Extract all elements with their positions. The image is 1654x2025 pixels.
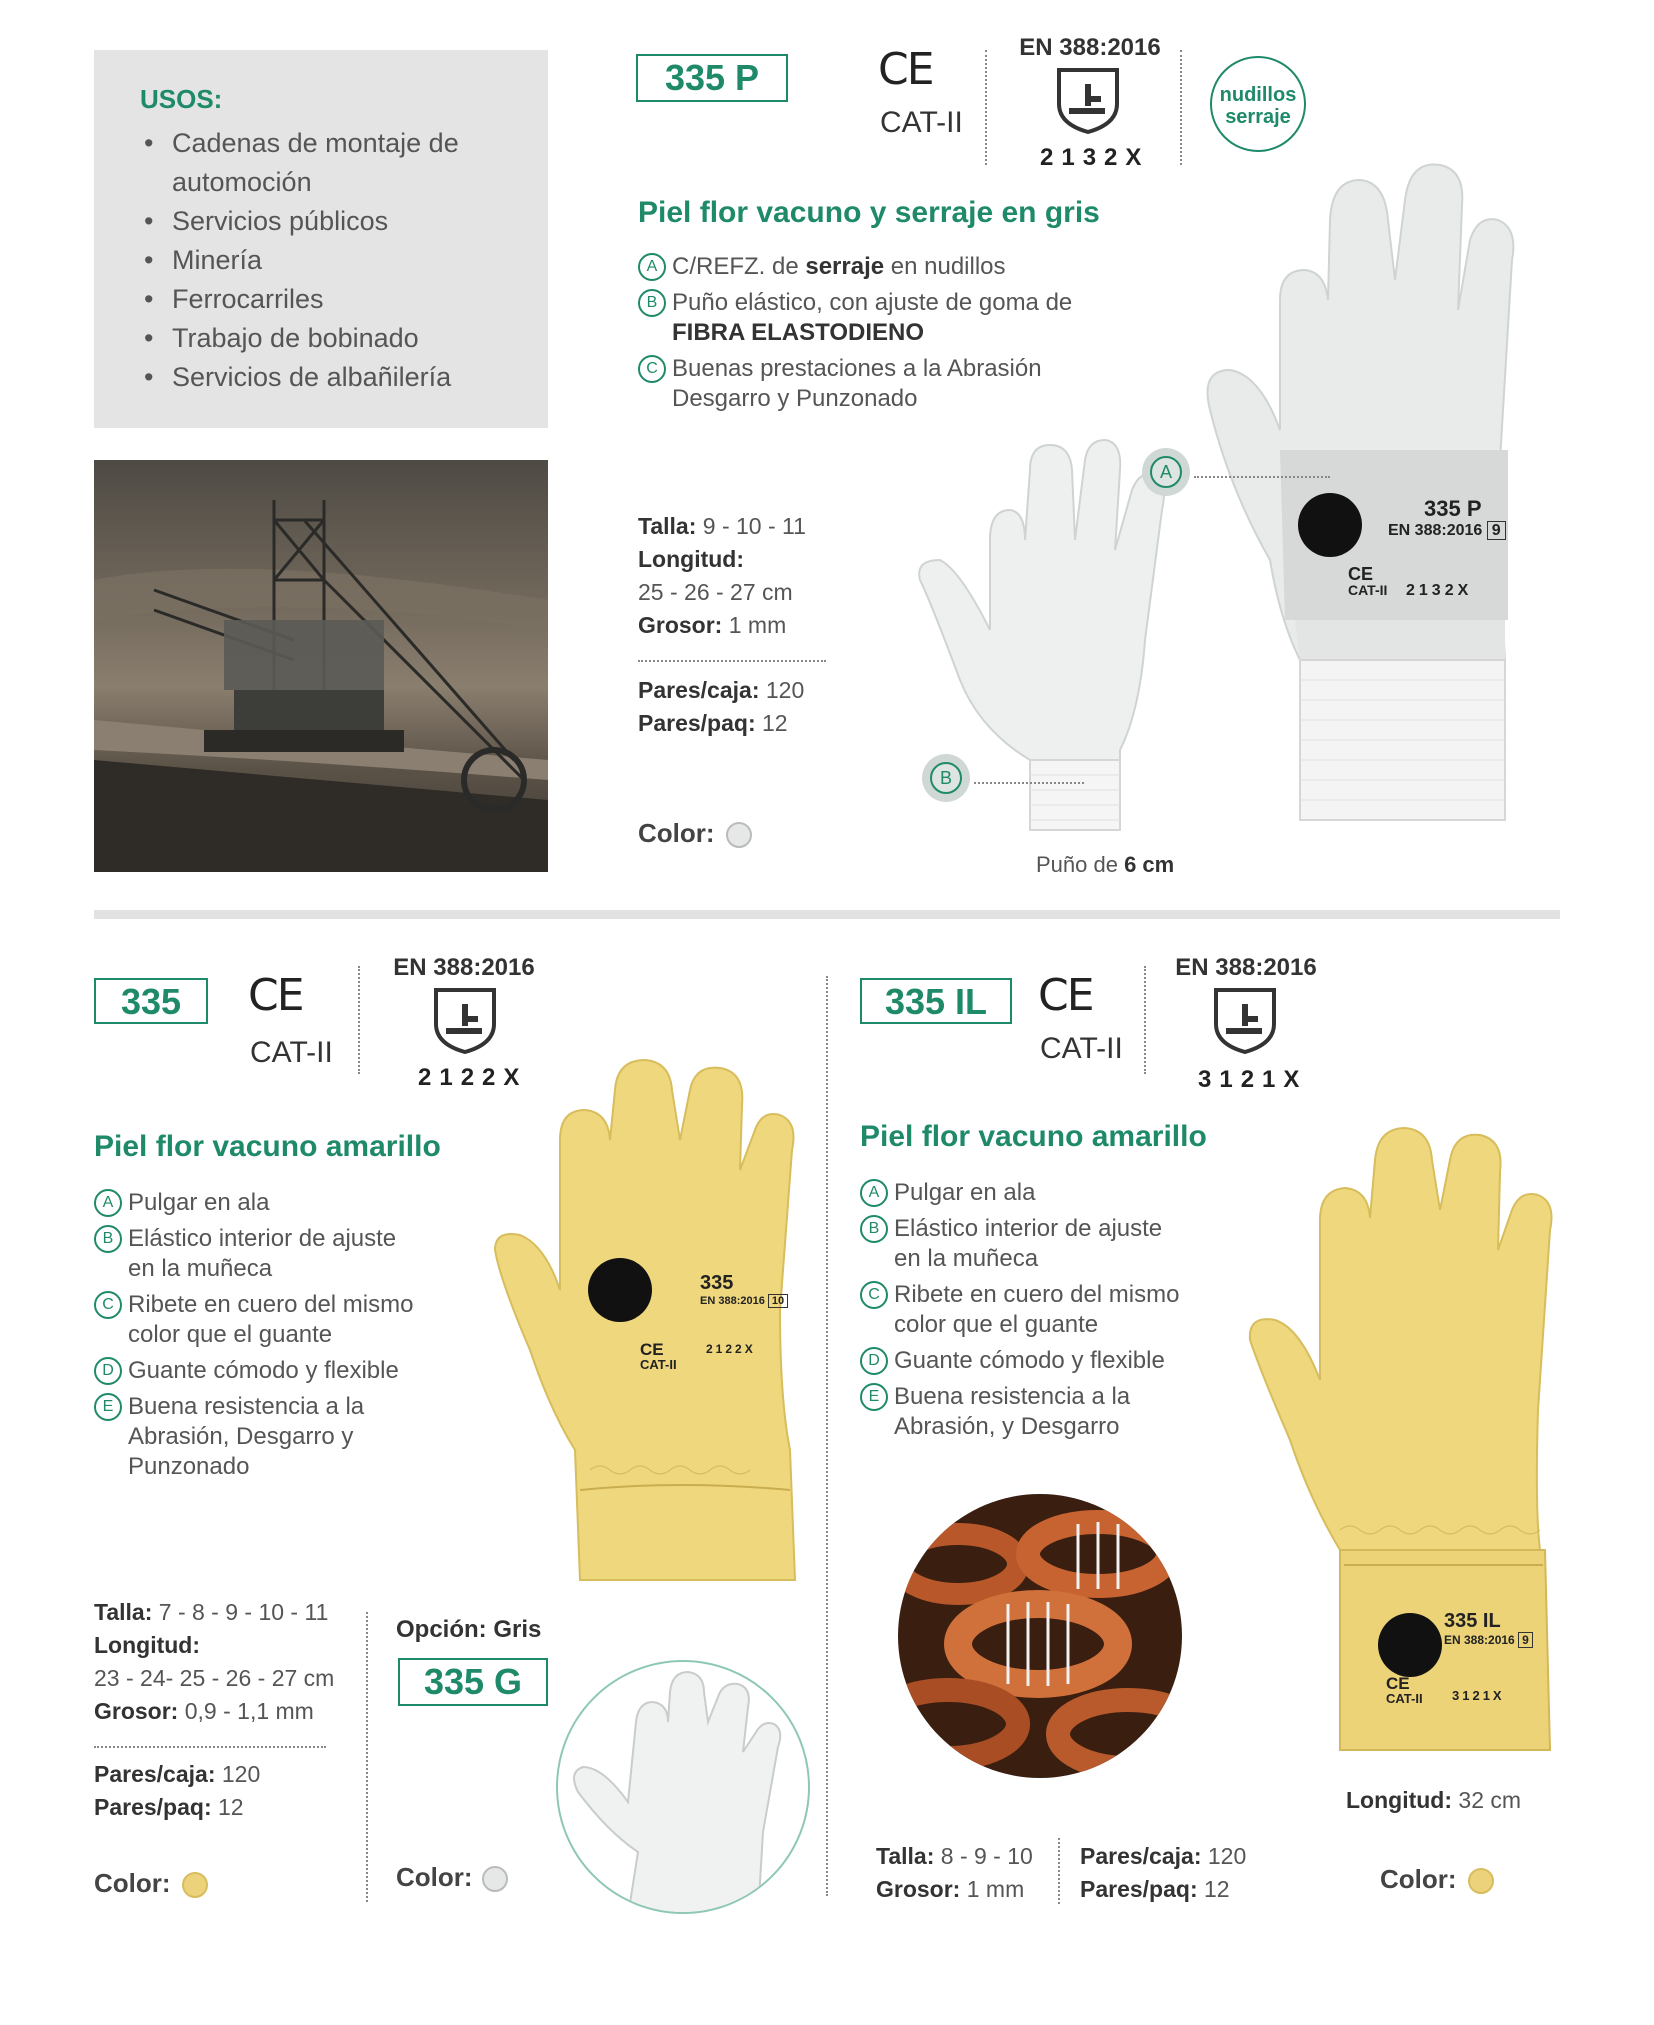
divider xyxy=(1180,50,1182,165)
divider xyxy=(94,1746,326,1748)
cat-level: CAT-II xyxy=(880,106,963,139)
usos-item: • Servicios de albañilería xyxy=(144,362,452,392)
feature-item: D Guante cómodo y flexible xyxy=(94,1356,494,1386)
feature-item: E Buena resistencia a la Abrasión, Desgarro y Punzonado xyxy=(94,1392,494,1482)
usos-item: • Ferrocarriles xyxy=(144,284,324,314)
product-title-335: Piel flor vacuno amarillo xyxy=(94,1130,441,1163)
en388-shield-icon xyxy=(1212,986,1278,1056)
product-code-335il: 335 IL xyxy=(860,978,1012,1024)
packaging-335p: Pares/caja: 120 Pares/paq: 12 xyxy=(638,677,805,736)
divider xyxy=(1058,1838,1060,1904)
glove-label-335il: 335 IL EN 388:2016 9 xyxy=(1444,1610,1533,1647)
usos-item: • Trabajo de bobinado xyxy=(144,323,419,353)
feature-list-335p xyxy=(638,252,1078,420)
packaging-335il: Pares/caja: 120 Pares/paq: 12 xyxy=(1080,1843,1247,1902)
glove-label-335il-digits: 3121X xyxy=(1452,1688,1505,1703)
usos-item: • Cadenas de montaje de automoción xyxy=(144,128,459,197)
cat-level: CAT-II xyxy=(250,1036,333,1069)
glove-label-335-ce: CE CAT-II xyxy=(640,1340,677,1372)
en-standard: EN 388:2016 xyxy=(393,954,535,981)
feature-item: C Buenas prestaciones a la Abrasión Desgarro y Punzonado xyxy=(638,354,1078,414)
product-code-335: 335 xyxy=(94,978,208,1024)
glove-label-335il-ce: CE CAT-II xyxy=(1386,1674,1423,1706)
feature-item: A Pulgar en ala xyxy=(94,1188,494,1218)
feature-item: B Elástico interior de ajuste en la muñeca xyxy=(94,1224,494,1284)
en-standard: EN 388:2016 xyxy=(1175,954,1317,981)
divider xyxy=(826,976,828,1896)
glove-yellow-335il-image xyxy=(1240,1110,1570,1760)
glove-label-335p: 335 P EN 388:2016 9 xyxy=(1388,496,1538,540)
longitud-335il: Longitud: 32 cm xyxy=(1346,1787,1522,1813)
feature-item: B Elástico interior de ajuste en la muñeca xyxy=(860,1214,1260,1274)
glove-label-335: 335 EN 388:2016 10 xyxy=(700,1272,788,1307)
ce-mark: CE xyxy=(248,970,303,1021)
puno-caption: Puño de 6 cm xyxy=(1036,852,1175,877)
specs-335il: Talla: 8 - 9 - 10 Grosor: 1 mm xyxy=(876,1843,1033,1902)
ce-mark: CE xyxy=(1038,970,1093,1021)
product-code-335p: 335 P xyxy=(636,54,788,102)
en-performance-digits: 2132X xyxy=(1040,144,1150,171)
color-swatch-grey xyxy=(482,1866,508,1892)
callout-a: A xyxy=(1142,448,1190,496)
feature-list-335 xyxy=(94,1188,494,1488)
glove-335g-image xyxy=(556,1660,810,1914)
feature-item: B Puño elástico, con ajuste de goma de FIBRA ELASTODIENO xyxy=(638,288,1078,348)
feature-item: A Pulgar en ala xyxy=(860,1178,1260,1208)
glove-label-335-digits: 2122X xyxy=(706,1342,756,1356)
color-label: Color: xyxy=(396,1862,473,1892)
product-title-335il: Piel flor vacuno amarillo xyxy=(860,1120,1207,1153)
usos-item: • Minería xyxy=(144,245,263,275)
divider xyxy=(358,966,360,1074)
color-swatch-yellow xyxy=(182,1872,208,1898)
color-swatch-yellow xyxy=(1468,1868,1494,1894)
usos-list xyxy=(144,124,524,397)
color-label: Color: xyxy=(1380,1864,1457,1894)
en388-shield-icon xyxy=(432,986,498,1056)
feature-item: E Buena resistencia a la Abrasión, y Desgarro xyxy=(860,1382,1260,1442)
callout-b: B xyxy=(922,754,970,802)
glove-label-335p-ce: CE CAT-II xyxy=(1348,564,1388,598)
nudillos-serraje-badge: nudillos serraje xyxy=(1210,56,1306,152)
glove-yellow-335-image xyxy=(490,1050,810,1590)
feature-item: D Guante cómodo y flexible xyxy=(860,1346,1260,1376)
feature-item: A C/REFZ. de serraje en nudillos xyxy=(638,252,1078,282)
product-title-335p: Piel flor vacuno y serraje en gris xyxy=(638,196,1100,229)
glove-back-335p-image xyxy=(1200,160,1560,830)
mining-excavator-photo xyxy=(94,460,548,872)
cat-level: CAT-II xyxy=(1040,1032,1123,1065)
en-performance-digits: 2122X xyxy=(418,1064,528,1091)
specs-335p: Talla: 9 - 10 - 11 Longitud: 25 - 26 - 27 cm Grosor: 1 mm xyxy=(638,513,806,638)
en388-shield-icon xyxy=(1055,66,1121,136)
usos-heading: USOS: xyxy=(140,84,223,114)
divider xyxy=(366,1612,368,1902)
divider xyxy=(985,50,987,165)
en-performance-digits: 3121X xyxy=(1198,1066,1308,1093)
section-divider xyxy=(94,910,1560,919)
feature-item: C Ribete en cuero del mismo color que el guante xyxy=(860,1280,1260,1340)
en-standard: EN 388:2016 xyxy=(1019,34,1161,61)
callout-line xyxy=(1194,476,1330,478)
divider xyxy=(638,660,826,662)
feature-item: C Ribete en cuero del mismo color que el guante xyxy=(94,1290,494,1350)
divider xyxy=(1144,966,1146,1074)
ce-mark: CE xyxy=(878,44,933,95)
feature-list-335il xyxy=(860,1178,1260,1448)
usos-panel xyxy=(94,50,548,428)
usos-item: • Servicios públicos xyxy=(144,206,389,236)
glove-label-335p-digits: 2132X xyxy=(1406,582,1473,599)
copper-coils-photo xyxy=(898,1494,1182,1778)
color-swatch-grey xyxy=(726,822,752,848)
specs-335: Talla: 7 - 8 - 9 - 10 - 11 Longitud: 23 - 24- 25 - 26 - 27 cm Grosor: 0,9 - 1,1 mm xyxy=(94,1599,335,1724)
color-label: Color: xyxy=(94,1868,171,1898)
packaging-335: Pares/caja: 120 Pares/paq: 12 xyxy=(94,1761,261,1820)
callout-line xyxy=(974,782,1084,784)
product-code-335g: 335 G xyxy=(398,1658,548,1706)
color-label: Color: xyxy=(638,818,715,848)
option-label: Opción: Gris xyxy=(396,1616,542,1643)
